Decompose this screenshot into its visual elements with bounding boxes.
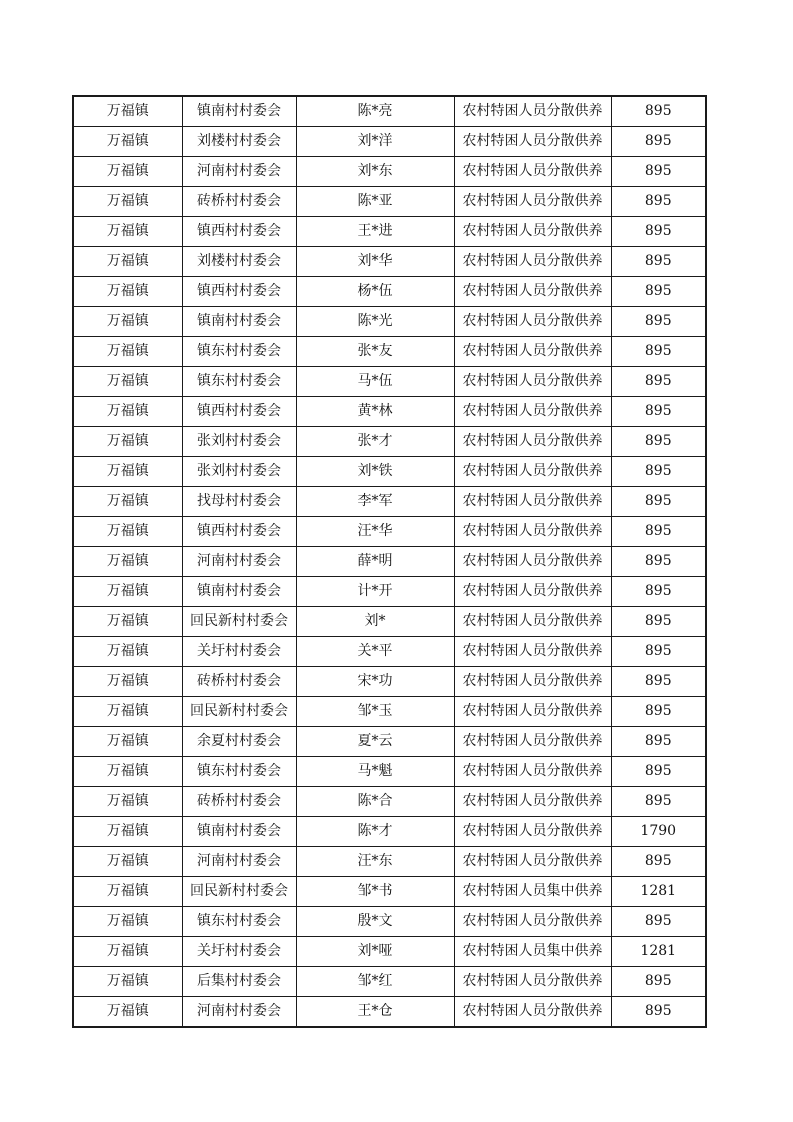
cell-amount: 895	[611, 967, 706, 997]
table-row	[73, 157, 706, 187]
cell-town: 万福镇	[73, 877, 182, 907]
table-row	[73, 247, 706, 277]
table-row	[73, 127, 706, 157]
cell-amount: 895	[611, 847, 706, 877]
cell-name: 刘*	[296, 607, 454, 637]
cell-village: 镇东村村委会	[182, 367, 296, 397]
cell-amount: 895	[611, 517, 706, 547]
cell-town: 万福镇	[73, 427, 182, 457]
cell-village: 镇南村村委会	[182, 577, 296, 607]
cell-amount: 895	[611, 277, 706, 307]
cell-village: 镇东村村委会	[182, 757, 296, 787]
table-row	[73, 337, 706, 367]
cell-amount: 895	[611, 247, 706, 277]
table-row	[73, 757, 706, 787]
table-row	[73, 217, 706, 247]
cell-name: 邹*书	[296, 877, 454, 907]
cell-town: 万福镇	[73, 277, 182, 307]
cell-village: 镇东村村委会	[182, 337, 296, 367]
cell-name: 邹*红	[296, 967, 454, 997]
cell-name: 陈*光	[296, 307, 454, 337]
cell-town: 万福镇	[73, 637, 182, 667]
cell-town: 万福镇	[73, 697, 182, 727]
cell-town: 万福镇	[73, 727, 182, 757]
table-row	[73, 667, 706, 697]
cell-name: 刘*铁	[296, 457, 454, 487]
cell-town: 万福镇	[73, 967, 182, 997]
table-row	[73, 907, 706, 937]
table-row	[73, 397, 706, 427]
cell-name: 张*友	[296, 337, 454, 367]
cell-amount: 1790	[611, 817, 706, 847]
cell-type: 农村特困人员集中供养	[454, 937, 611, 967]
cell-village: 河南村村委会	[182, 997, 296, 1028]
cell-name: 马*魁	[296, 757, 454, 787]
cell-town: 万福镇	[73, 667, 182, 697]
cell-name: 黄*林	[296, 397, 454, 427]
cell-type: 农村特困人员分散供养	[454, 757, 611, 787]
cell-town: 万福镇	[73, 367, 182, 397]
cell-type: 农村特困人员分散供养	[454, 187, 611, 217]
cell-type: 农村特困人员分散供养	[454, 637, 611, 667]
beneficiary-table	[72, 95, 707, 1028]
table-row	[73, 787, 706, 817]
cell-amount: 895	[611, 307, 706, 337]
cell-amount: 895	[611, 547, 706, 577]
cell-name: 马*伍	[296, 367, 454, 397]
cell-town: 万福镇	[73, 787, 182, 817]
cell-town: 万福镇	[73, 217, 182, 247]
cell-type: 农村特困人员分散供养	[454, 697, 611, 727]
cell-amount: 895	[611, 337, 706, 367]
cell-type: 农村特困人员分散供养	[454, 427, 611, 457]
table-row	[73, 367, 706, 397]
cell-village: 刘楼村村委会	[182, 127, 296, 157]
cell-amount: 895	[611, 367, 706, 397]
cell-amount: 895	[611, 487, 706, 517]
cell-town: 万福镇	[73, 817, 182, 847]
table-row	[73, 487, 706, 517]
cell-name: 陈*才	[296, 817, 454, 847]
cell-village: 关圩村村委会	[182, 937, 296, 967]
table-row	[73, 817, 706, 847]
table-row	[73, 427, 706, 457]
cell-village: 河南村村委会	[182, 157, 296, 187]
cell-type: 农村特困人员分散供养	[454, 397, 611, 427]
cell-amount: 1281	[611, 937, 706, 967]
cell-type: 农村特困人员分散供养	[454, 667, 611, 697]
cell-type: 农村特困人员分散供养	[454, 547, 611, 577]
cell-name: 刘*哑	[296, 937, 454, 967]
cell-village: 回民新村村委会	[182, 877, 296, 907]
cell-town: 万福镇	[73, 187, 182, 217]
table-row	[73, 697, 706, 727]
cell-amount: 895	[611, 637, 706, 667]
cell-village: 关圩村村委会	[182, 637, 296, 667]
cell-amount: 895	[611, 697, 706, 727]
cell-type: 农村特困人员分散供养	[454, 247, 611, 277]
cell-amount: 895	[611, 727, 706, 757]
cell-amount: 895	[611, 96, 706, 127]
cell-type: 农村特困人员分散供养	[454, 817, 611, 847]
cell-village: 镇西村村委会	[182, 397, 296, 427]
cell-town: 万福镇	[73, 907, 182, 937]
cell-village: 镇西村村委会	[182, 277, 296, 307]
table-row	[73, 547, 706, 577]
cell-town: 万福镇	[73, 487, 182, 517]
cell-name: 邹*玉	[296, 697, 454, 727]
cell-name: 刘*东	[296, 157, 454, 187]
cell-amount: 895	[611, 907, 706, 937]
cell-name: 王*进	[296, 217, 454, 247]
cell-type: 农村特困人员分散供养	[454, 577, 611, 607]
cell-amount: 895	[611, 667, 706, 697]
cell-village: 砖桥村村委会	[182, 787, 296, 817]
cell-type: 农村特困人员分散供养	[454, 217, 611, 247]
cell-amount: 895	[611, 217, 706, 247]
cell-type: 农村特困人员分散供养	[454, 607, 611, 637]
table-row	[73, 277, 706, 307]
table-row	[73, 577, 706, 607]
table-row	[73, 877, 706, 907]
cell-amount: 895	[611, 997, 706, 1028]
cell-type: 农村特困人员分散供养	[454, 997, 611, 1028]
table-row	[73, 607, 706, 637]
cell-name: 汪*华	[296, 517, 454, 547]
cell-type: 农村特困人员分散供养	[454, 907, 611, 937]
cell-name: 刘*华	[296, 247, 454, 277]
cell-town: 万福镇	[73, 157, 182, 187]
cell-town: 万福镇	[73, 307, 182, 337]
cell-type: 农村特困人员分散供养	[454, 727, 611, 757]
cell-name: 宋*功	[296, 667, 454, 697]
cell-type: 农村特困人员分散供养	[454, 517, 611, 547]
cell-type: 农村特困人员分散供养	[454, 307, 611, 337]
cell-village: 镇西村村委会	[182, 517, 296, 547]
cell-type: 农村特困人员分散供养	[454, 157, 611, 187]
cell-name: 张*才	[296, 427, 454, 457]
cell-name: 计*开	[296, 577, 454, 607]
table-row	[73, 847, 706, 877]
cell-village: 回民新村村委会	[182, 697, 296, 727]
cell-town: 万福镇	[73, 607, 182, 637]
cell-town: 万福镇	[73, 577, 182, 607]
cell-village: 后集村村委会	[182, 967, 296, 997]
cell-amount: 895	[611, 577, 706, 607]
cell-name: 杨*伍	[296, 277, 454, 307]
table-row	[73, 517, 706, 547]
table-row	[73, 457, 706, 487]
cell-name: 陈*亚	[296, 187, 454, 217]
cell-type: 农村特困人员分散供养	[454, 277, 611, 307]
cell-type: 农村特困人员集中供养	[454, 877, 611, 907]
cell-village: 余夏村村委会	[182, 727, 296, 757]
cell-type: 农村特困人员分散供养	[454, 457, 611, 487]
cell-village: 张刘村村委会	[182, 457, 296, 487]
cell-type: 农村特困人员分散供养	[454, 787, 611, 817]
cell-village: 刘楼村村委会	[182, 247, 296, 277]
cell-name: 薛*明	[296, 547, 454, 577]
table-row	[73, 96, 706, 127]
cell-type: 农村特困人员分散供养	[454, 96, 611, 127]
cell-name: 陈*亮	[296, 96, 454, 127]
cell-town: 万福镇	[73, 337, 182, 367]
cell-type: 农村特困人员分散供养	[454, 847, 611, 877]
cell-village: 镇东村村委会	[182, 907, 296, 937]
cell-name: 王*仓	[296, 997, 454, 1028]
table-row	[73, 727, 706, 757]
cell-town: 万福镇	[73, 517, 182, 547]
cell-amount: 895	[611, 187, 706, 217]
cell-name: 李*军	[296, 487, 454, 517]
cell-village: 砖桥村村委会	[182, 187, 296, 217]
cell-village: 回民新村村委会	[182, 607, 296, 637]
cell-town: 万福镇	[73, 997, 182, 1028]
cell-town: 万福镇	[73, 757, 182, 787]
cell-name: 关*平	[296, 637, 454, 667]
cell-amount: 1281	[611, 877, 706, 907]
cell-type: 农村特困人员分散供养	[454, 367, 611, 397]
cell-amount: 895	[611, 427, 706, 457]
cell-town: 万福镇	[73, 847, 182, 877]
cell-amount: 895	[611, 757, 706, 787]
table-row	[73, 997, 706, 1028]
cell-type: 农村特困人员分散供养	[454, 487, 611, 517]
cell-amount: 895	[611, 127, 706, 157]
cell-village: 找母村村委会	[182, 487, 296, 517]
cell-town: 万福镇	[73, 457, 182, 487]
cell-town: 万福镇	[73, 96, 182, 127]
cell-name: 殷*文	[296, 907, 454, 937]
cell-name: 汪*东	[296, 847, 454, 877]
cell-village: 镇南村村委会	[182, 307, 296, 337]
cell-name: 刘*洋	[296, 127, 454, 157]
cell-village: 镇西村村委会	[182, 217, 296, 247]
cell-amount: 895	[611, 397, 706, 427]
cell-village: 砖桥村村委会	[182, 667, 296, 697]
cell-name: 夏*云	[296, 727, 454, 757]
cell-town: 万福镇	[73, 247, 182, 277]
cell-village: 河南村村委会	[182, 547, 296, 577]
cell-type: 农村特困人员分散供养	[454, 967, 611, 997]
table-row	[73, 637, 706, 667]
cell-town: 万福镇	[73, 937, 182, 967]
cell-town: 万福镇	[73, 397, 182, 427]
cell-village: 河南村村委会	[182, 847, 296, 877]
cell-village: 张刘村村委会	[182, 427, 296, 457]
cell-amount: 895	[611, 787, 706, 817]
cell-amount: 895	[611, 157, 706, 187]
table-row	[73, 967, 706, 997]
cell-village: 镇南村村委会	[182, 96, 296, 127]
table-row	[73, 937, 706, 967]
cell-town: 万福镇	[73, 127, 182, 157]
cell-village: 镇南村村委会	[182, 817, 296, 847]
cell-type: 农村特困人员分散供养	[454, 337, 611, 367]
table-row	[73, 307, 706, 337]
cell-amount: 895	[611, 607, 706, 637]
cell-name: 陈*合	[296, 787, 454, 817]
cell-town: 万福镇	[73, 547, 182, 577]
cell-type: 农村特困人员分散供养	[454, 127, 611, 157]
cell-amount: 895	[611, 457, 706, 487]
table-row	[73, 187, 706, 217]
